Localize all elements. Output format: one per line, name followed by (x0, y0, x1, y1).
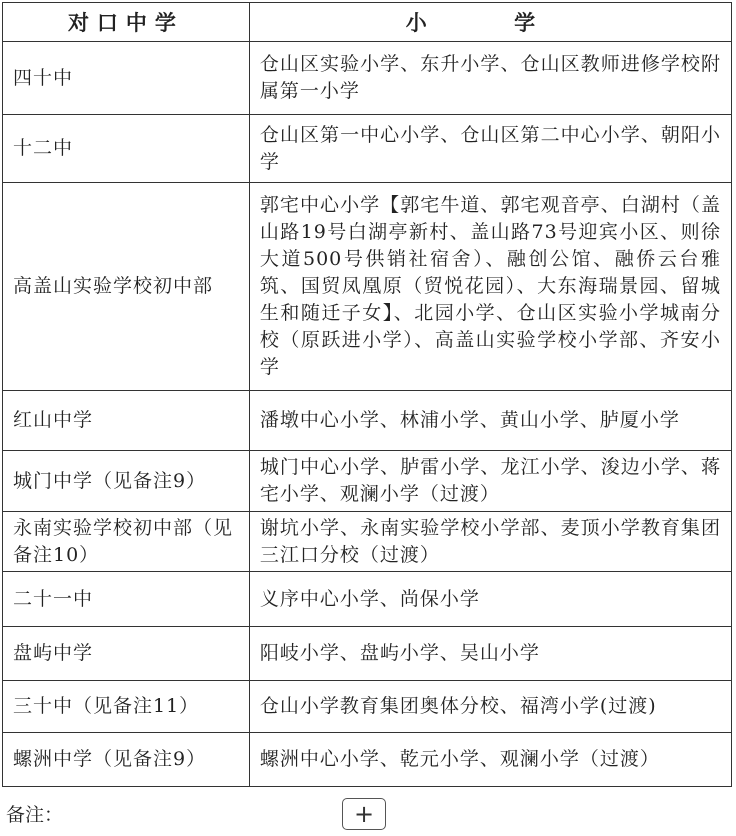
table-row (3, 627, 732, 681)
primary-schools-cell: 义序中心小学、尚保小学 (249, 572, 731, 627)
header-primary-school: 小 学 (249, 3, 731, 42)
table-row (3, 183, 732, 391)
expand-notes-button[interactable] (342, 798, 386, 830)
table-row (3, 572, 732, 627)
primary-schools-cell: 谢坑小学、永南实验学校小学部、麦顶小学教育集团三江口分校（过渡） (249, 512, 731, 572)
school-mapping-table (2, 2, 732, 787)
table-row (3, 115, 732, 183)
table-row (3, 42, 732, 115)
middle-school-cell: 高盖山实验学校初中部 (3, 183, 250, 391)
middle-school-cell: 永南实验学校初中部（见备注10） (3, 512, 250, 572)
table-row (3, 733, 732, 787)
table-row (3, 451, 732, 512)
table-row (3, 512, 732, 572)
table-row (3, 681, 732, 733)
header-middle-school: 对口中学 (3, 3, 250, 42)
middle-school-cell: 三十中（见备注11） (3, 681, 250, 733)
primary-schools-cell: 仓山区实验小学、东升小学、仓山区教师进修学校附属第一小学 (249, 42, 731, 115)
notes-label: 备注： (6, 804, 64, 826)
middle-school-cell: 红山中学 (3, 391, 250, 451)
middle-school-cell: 四十中 (3, 42, 250, 115)
primary-schools-cell: 郭宅中心小学【郭宅牛道、郭宅观音亭、白湖村（盖山路19号白湖亭新村、盖山路73号迎宾小区、则徐大道500号供销社宿舍）、融创公馆、融侨云台雅筑、国贸凤凰原（贸悦花园）、大东海瑞景园、留城生和随迁子女】、北园小学、仓山区实验小学城南分校（原跃进小学）、高盖山实验学校小学部、齐安小学 (249, 183, 731, 391)
primary-schools-cell: 仓山区第一中心小学、仓山区第二中心小学、朝阳小学 (249, 115, 731, 183)
middle-school-cell: 城门中学（见备注9） (3, 451, 250, 512)
primary-schools-cell: 潘墩中心小学、林浦小学、黄山小学、胪厦小学 (249, 391, 731, 451)
primary-schools-cell: 螺洲中心小学、乾元小学、观澜小学（过渡） (249, 733, 731, 787)
primary-schools-cell: 城门中心小学、胪雷小学、龙江小学、浚边小学、蒋宅小学、观澜小学（过渡） (249, 451, 731, 512)
table-header-row (3, 3, 732, 42)
middle-school-cell: 螺洲中学（见备注9） (3, 733, 250, 787)
primary-schools-cell: 阳岐小学、盘屿小学、吴山小学 (249, 627, 731, 681)
middle-school-cell: 二十一中 (3, 572, 250, 627)
middle-school-cell: 盘屿中学 (3, 627, 250, 681)
plus-icon: + (353, 800, 375, 828)
table-row (3, 391, 732, 451)
primary-schools-cell: 仓山小学教育集团奥体分校、福湾小学(过渡) (249, 681, 731, 733)
middle-school-cell: 十二中 (3, 115, 250, 183)
